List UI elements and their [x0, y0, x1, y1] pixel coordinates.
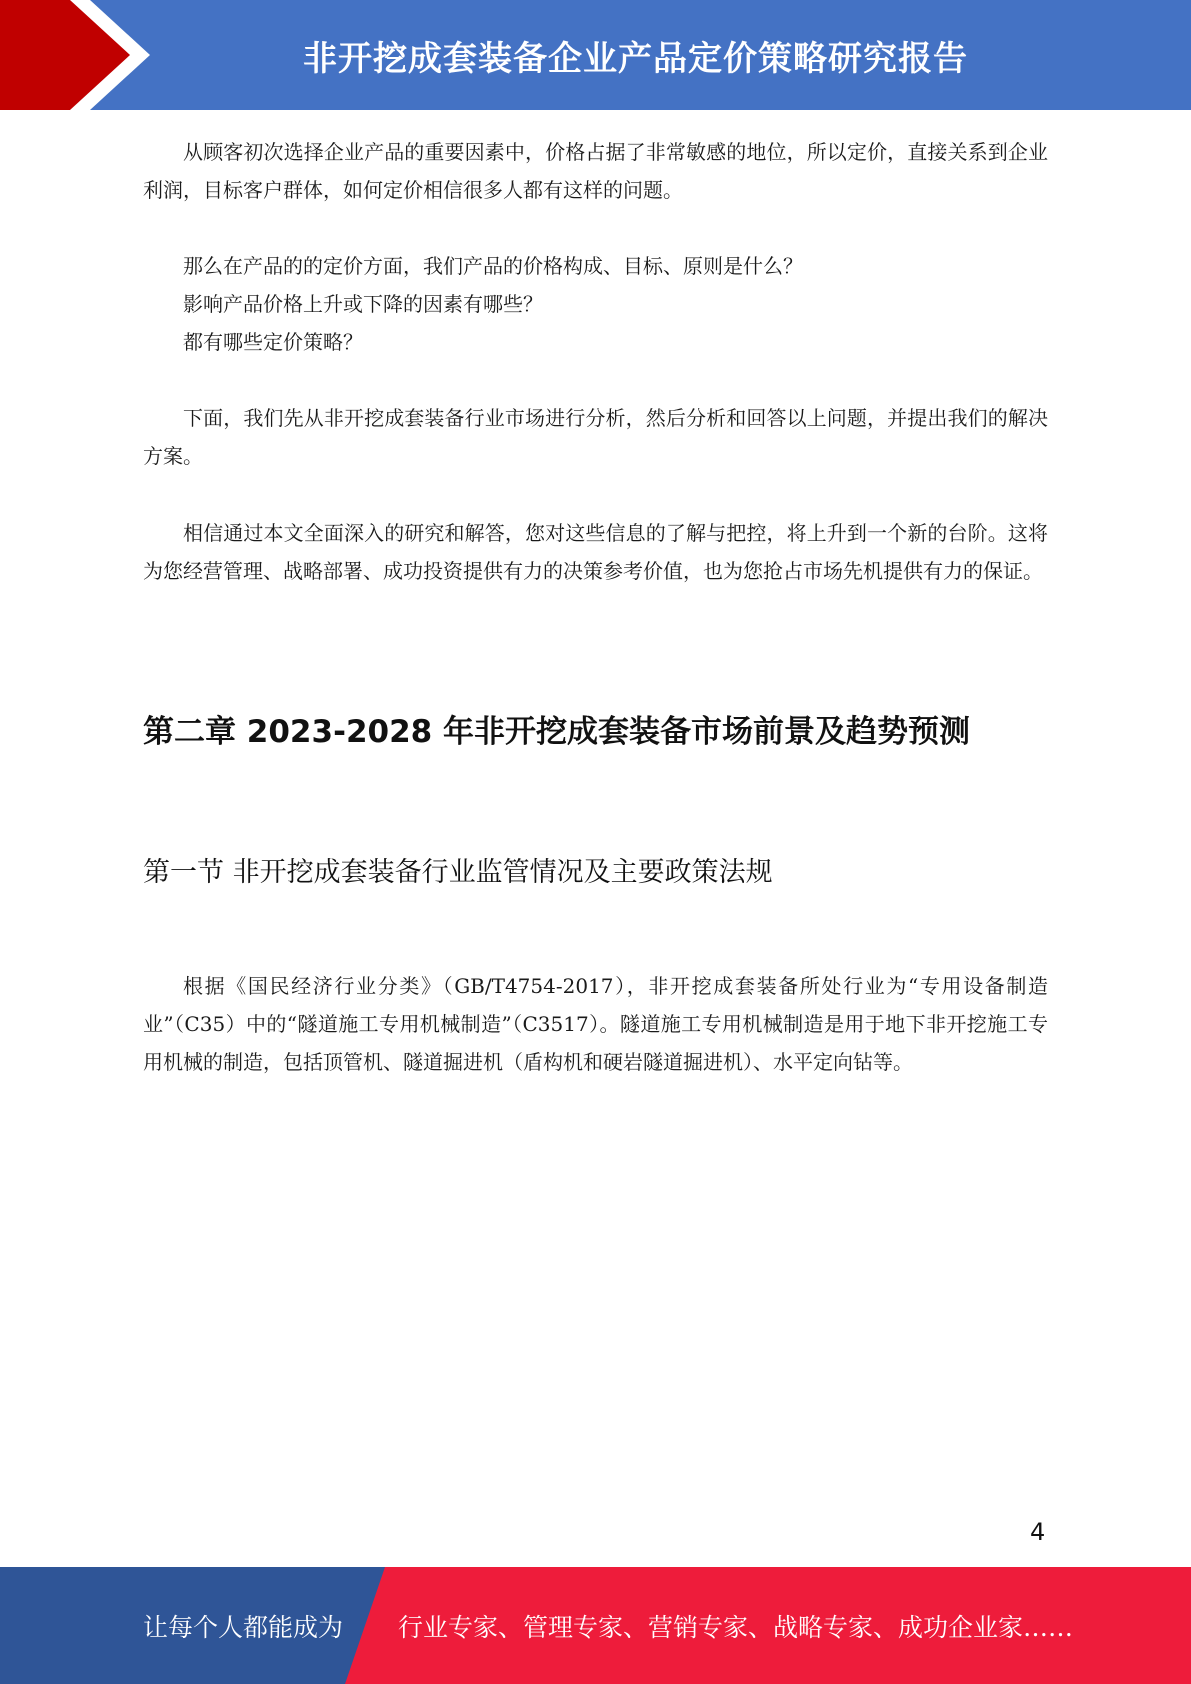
intro-paragraph-2: 下面，我们先从非开挖成套装备行业市场进行分析，然后分析和回答以上问题，并提出我们的解决方案。	[143, 406, 1048, 468]
question-list	[143, 247, 1048, 361]
section-paragraph-1: 根据《国民经济行业分类》（GB/T4754-2017），非开挖成套装备所处行业为“专用设备制造业”（C35）中的“隧道施工专用机械制造”（C3517）。隧道施工专用机械制造是用于地下非开挖施工专用机械的制造，包括顶管机、隧道掘进机（盾构机和硬岩隧道掘进机）、水平定向钻等。	[143, 974, 1048, 1074]
question-item: 影响产品价格上升或下降的因素有哪些？	[183, 292, 543, 316]
intro-block-2	[143, 399, 1048, 475]
report-title: 非开挖成套装备企业产品定价策略研究报告	[303, 38, 968, 79]
page-number: 4	[1030, 1518, 1046, 1546]
intro-paragraph-3: 相信通过本文全面深入的研究和解答，您对这些信息的了解与把控，将上升到一个新的台阶。这将为您经营管理、战略部署、成功投资提供有力的决策参考价值，也为您抢占市场先机提供有力的保证。	[143, 521, 1048, 583]
intro-block-3	[143, 514, 1048, 590]
question-item: 都有哪些定价策略？	[183, 330, 363, 354]
section-heading: 第一节 非开挖成套装备行业监管情况及主要政策法规	[143, 857, 773, 888]
page-header	[0, 0, 1191, 110]
question-item: 那么在产品的的定价方面，我们产品的价格构成、目标、原则是什么？	[183, 254, 803, 278]
section-body	[143, 967, 1048, 1081]
chapter-heading: 第二章 2023-2028 年非开挖成套装备市场前景及趋势预测	[143, 714, 971, 750]
intro-block	[143, 133, 1048, 209]
footer-slogan-right: 行业专家、管理专家、营销专家、战略专家、成功企业家……	[398, 1612, 1074, 1642]
page-footer	[0, 1567, 1191, 1684]
intro-paragraph-1: 从顾客初次选择企业产品的重要因素中，价格占据了非常敏感的地位，所以定价，直接关系到企业利润，目标客户群体，如何定价相信很多人都有这样的问题。	[143, 140, 1048, 202]
footer-slogan-left: 让每个人都能成为	[143, 1612, 344, 1642]
